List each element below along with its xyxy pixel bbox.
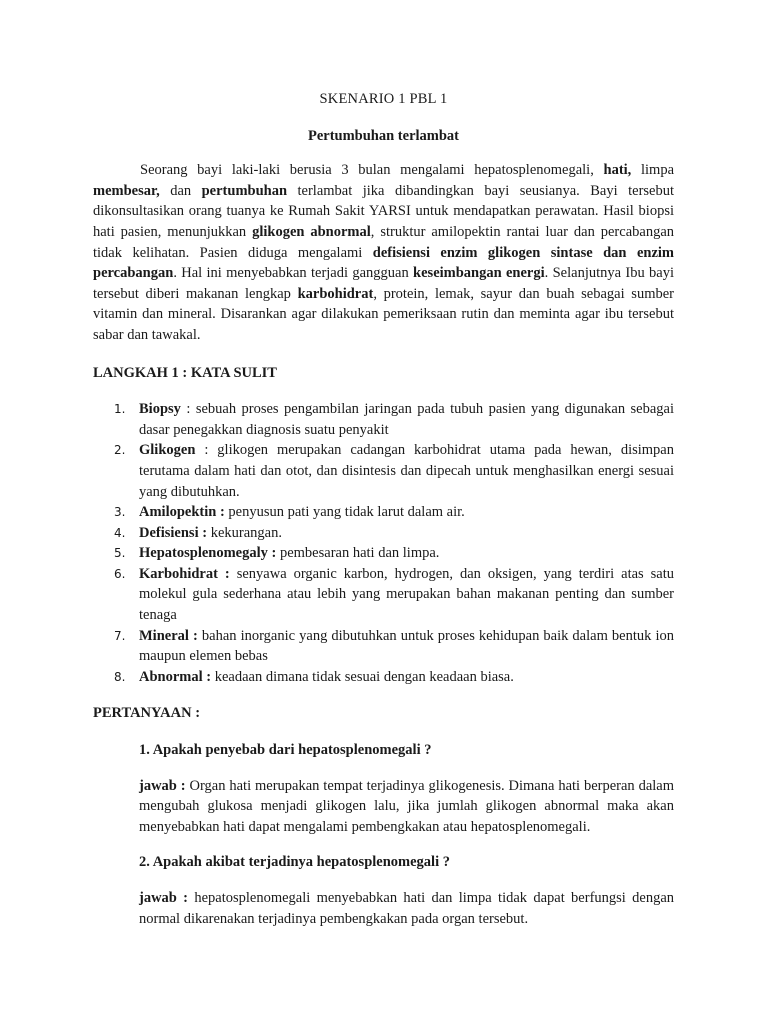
term-definition: : glikogen merupakan cadangan karbohidrat utama pada hewan, disimpan terutama dalam hati dan otot, dan disintesis dan dipecah untuk menghasilkan energi sesuai yang dibutuhkan. <box>139 442 674 500</box>
term-item <box>93 440 674 502</box>
term-definition: keadaan dimana tidak sesuai dengan keadaan biasa. <box>211 668 514 685</box>
question-text: 2. Apakah akibat terjadinya hepatosplenomegali ? <box>139 854 450 871</box>
answer-text <box>139 888 674 929</box>
term-definition: bahan inorganic yang dibutuhkan untuk proses kehidupan baik dalam bentuk ion maupun elemen bebas <box>139 627 674 665</box>
scenario-emphasis: defisiensi enzim glikogen sintase dan enzim percabangan <box>93 244 674 282</box>
term-definition: pembesaran hati dan limpa. <box>276 545 440 562</box>
difficult-terms-list <box>93 399 674 687</box>
term-word: Karbohidrat : <box>139 565 230 582</box>
document-body <box>93 89 674 944</box>
scenario-emphasis: membesar, <box>93 182 160 199</box>
scenario-emphasis: karbohidrat <box>297 285 374 302</box>
question-text: 1. Apakah penyebab dari hepatosplenomegali ? <box>139 742 432 759</box>
term-number: 3. <box>114 505 126 520</box>
term-word: Abnormal : <box>139 668 212 685</box>
answer-label: jawab : <box>139 777 186 794</box>
term-definition: kekurangan. <box>207 524 282 541</box>
scenario-emphasis: hati, <box>603 162 632 179</box>
term-word: Defisiensi : <box>139 524 208 541</box>
term-definition: : sebuah proses pengambilan jaringan pada tubuh pasien yang digunakan sebagai dasar penegakkan diagnosis suatu penyakit <box>139 401 674 438</box>
term-item <box>93 523 674 544</box>
term-definition: senyawa organic karbon, hydrogen, dan oksigen, yang terdiri atas satu molekul gula sederhana atau lebih yang merupakan bahan makanan penting dan sumber tenaga <box>139 565 674 624</box>
scenario-text: terlambat jika dibandingkan bayi seusianya. Bayi tersebut dikonsultasikan orang tuanya ke Rumah Sakit YARSI untuk mendapatkan perawatan. Hasil biopsi hati pasien, menunjukkan <box>93 182 675 240</box>
scenario-text: , struktur amilopektin rantai luar dan percabangan tidak kelihatan. Pasien diduga mengalami <box>93 223 675 261</box>
term-definition: penyusun pati yang tidak larut dalam air. <box>224 504 465 521</box>
term-number: 1. <box>114 402 126 417</box>
term-item <box>93 626 674 667</box>
questions-heading: PERTANYAAN : <box>93 705 201 722</box>
term-number: 4. <box>114 525 126 540</box>
scenario-text: , protein, lemak, sayur dan buah sebagai sumber vitamin dan mineral. Disarankan agar dilakukan pemeriksaan rutin dan meminta agar ibu tersebut sabar dan tawakal. <box>93 285 674 343</box>
answer-label: jawab : <box>139 890 189 906</box>
document-title: SKENARIO 1 PBL 1 <box>319 91 448 107</box>
term-item <box>93 667 674 688</box>
term-word: Biopsy <box>139 401 181 418</box>
document-subtitle: Pertumbuhan terlambat <box>307 127 460 144</box>
term-number: 5. <box>114 546 126 561</box>
scenario-text: limpa <box>631 162 675 179</box>
term-item <box>93 399 674 440</box>
term-number: 6. <box>114 566 126 581</box>
answer-body: Organ hati merupakan tempat terjadinya glikogenesis. Dimana hati berperan dalam mengubah glukosa menjadi glikogen lalu, jika jumlah glikogen abnormal maka akan menyebabkan hati dapat mengalami pembengkakan atau hepatosplenomegali. <box>139 777 674 835</box>
scenario-text: . Hal ini menyebabkan terjadi gangguan <box>173 265 414 282</box>
scenario-text: . Selanjutnya Ibu bayi tersebut diberi makanan lengkap <box>93 265 674 302</box>
scenario-paragraph <box>93 160 674 345</box>
term-item <box>93 543 674 564</box>
term-number: 7. <box>114 628 126 643</box>
term-word: Glikogen <box>139 442 196 459</box>
question-block <box>93 740 674 837</box>
term-item <box>93 564 674 626</box>
question-block <box>93 852 674 929</box>
term-word: Hepatosplenomegaly : <box>139 545 277 562</box>
scenario-emphasis: pertumbuhan <box>201 182 288 199</box>
scenario-emphasis: keseimbangan energi <box>413 265 545 282</box>
step1-heading: LANGKAH 1 : KATA SULIT <box>93 364 277 381</box>
term-word: Amilopektin : <box>139 504 225 521</box>
scenario-text: dan <box>159 182 202 199</box>
scenario-text: Seorang bayi laki-laki berusia 3 bulan mengalami hepatosplenomegali, <box>140 162 604 179</box>
answer-text <box>139 776 674 838</box>
term-number: 8. <box>114 669 126 684</box>
answer-body: hepatosplenomegali menyebabkan hati dan limpa tidak dapat berfungsi dengan normal dikarenakan terjadinya pembengkakan pada organ tersebut. <box>139 890 675 927</box>
scenario-emphasis: glikogen abnormal <box>252 223 371 240</box>
term-word: Mineral : <box>139 627 198 644</box>
term-number: 2. <box>114 443 126 458</box>
term-item <box>93 502 674 523</box>
